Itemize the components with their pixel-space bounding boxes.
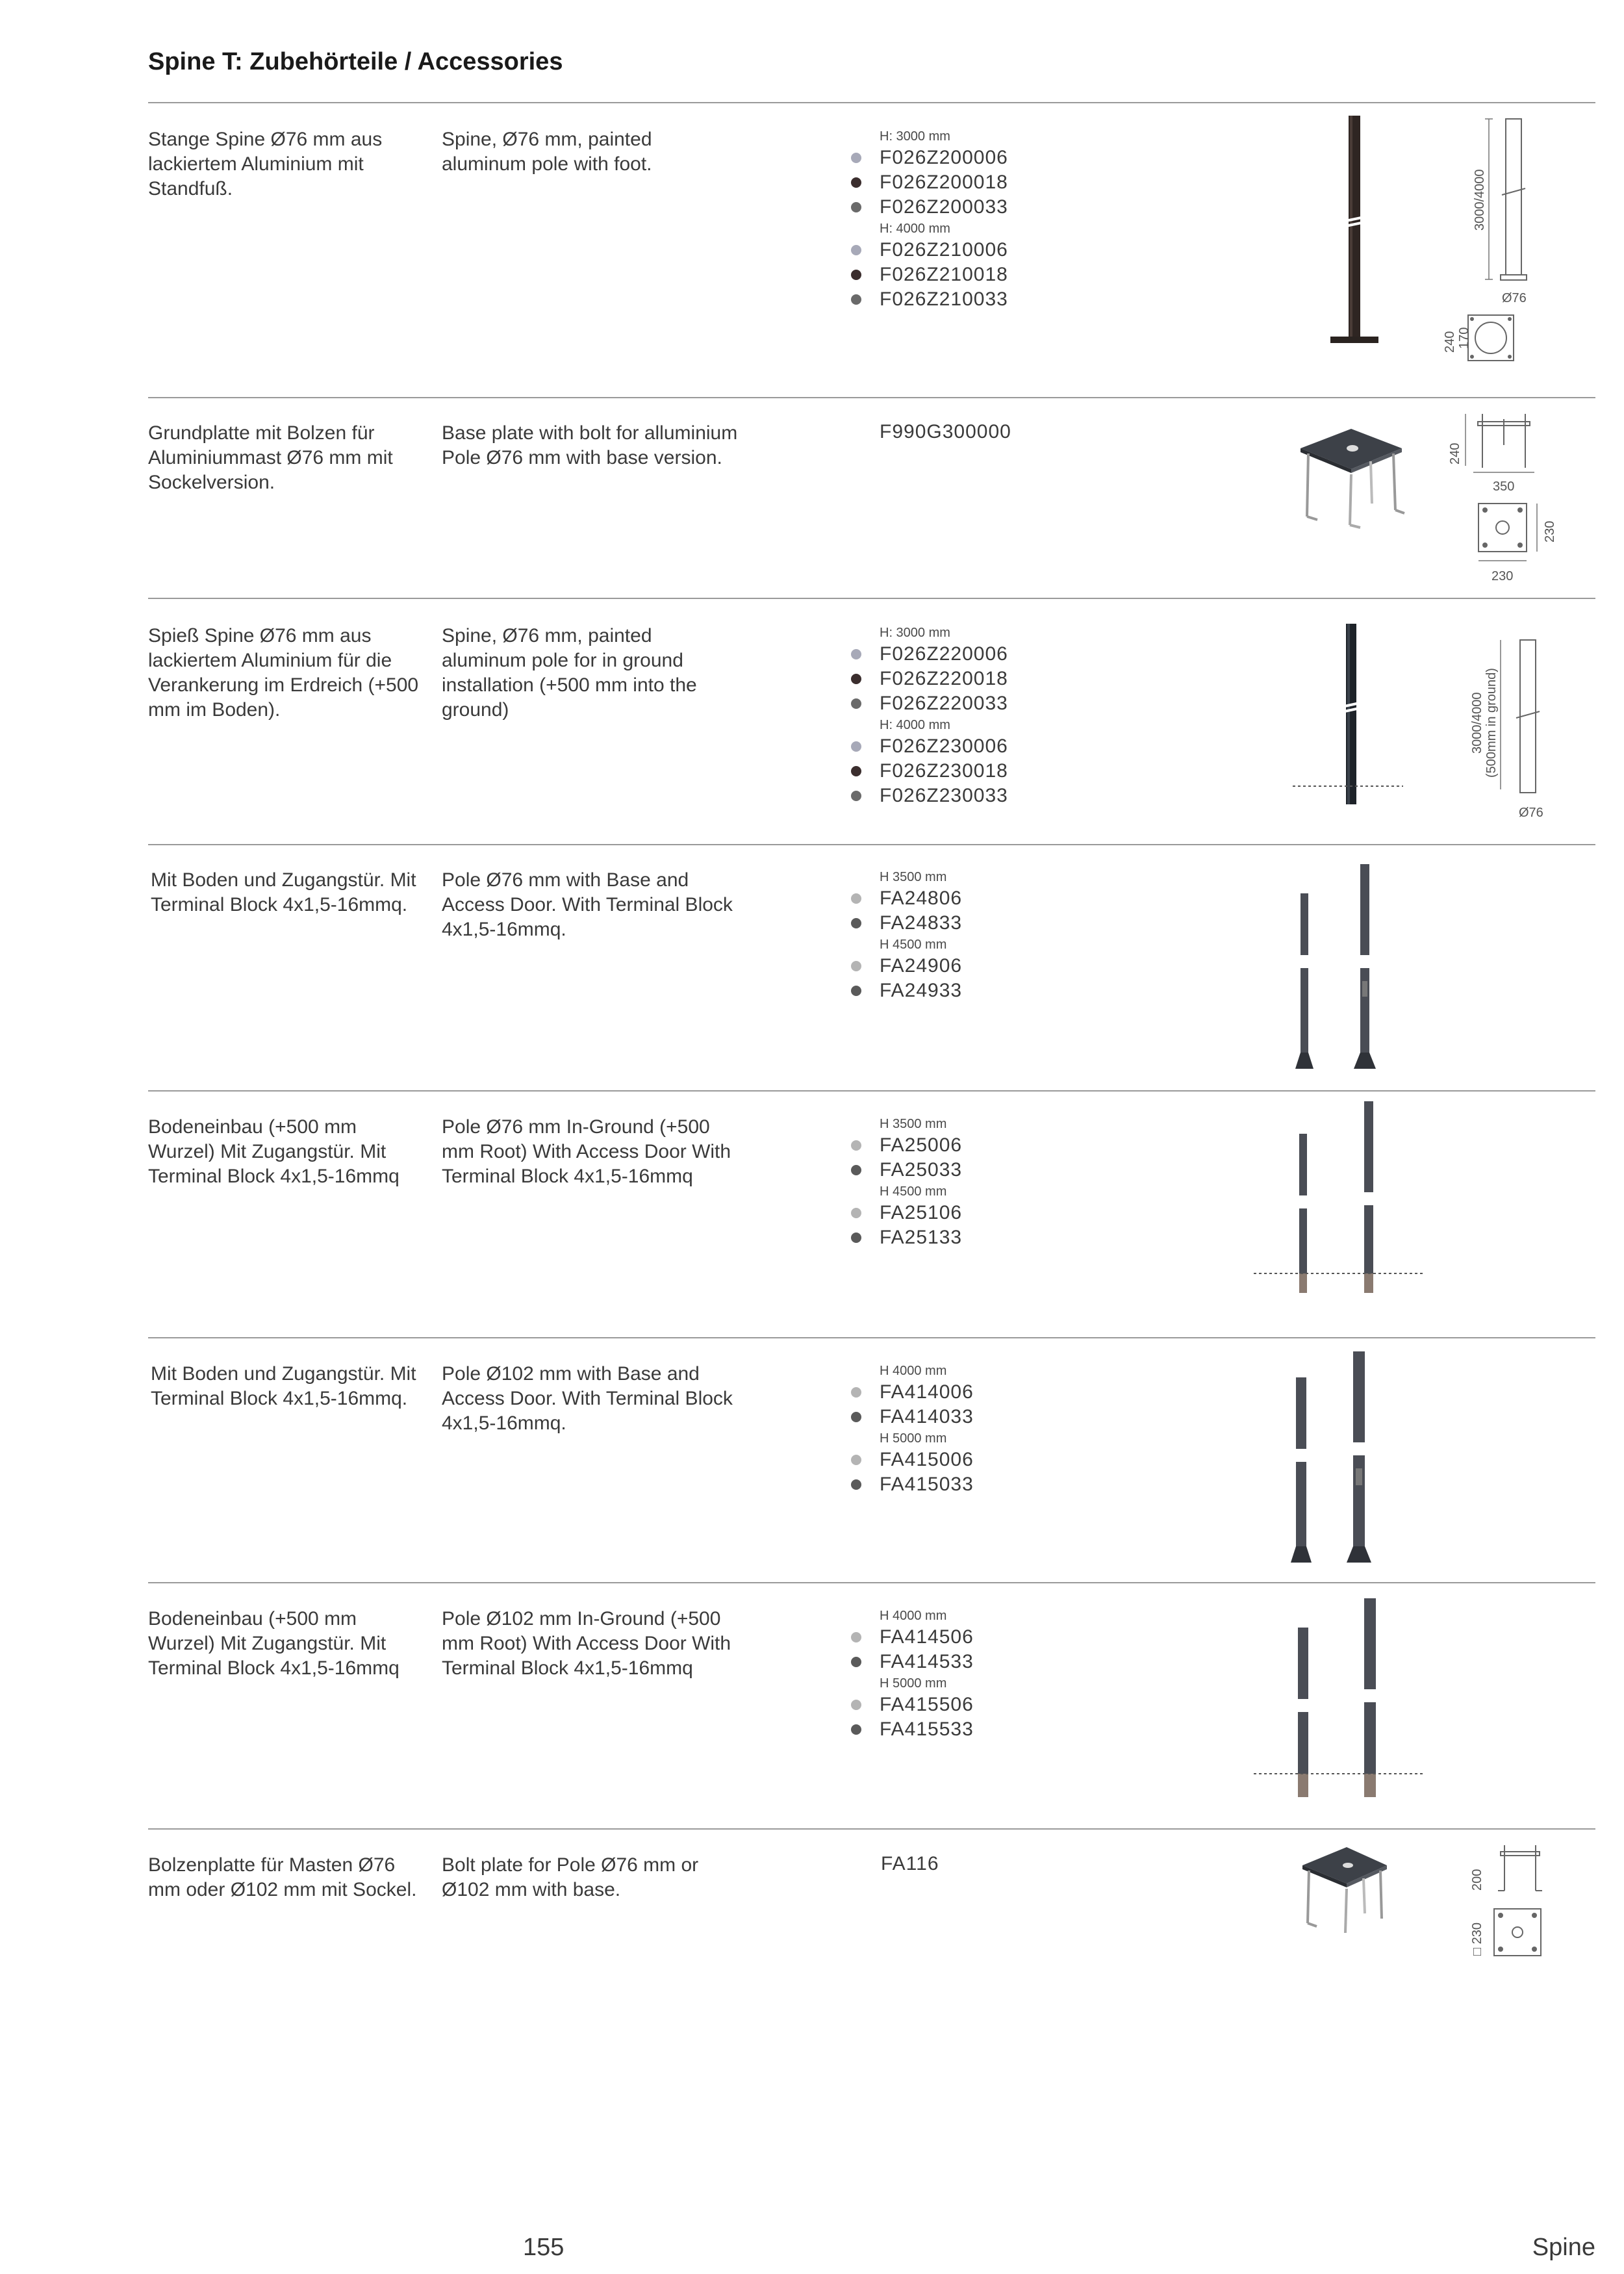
product-code: FA24933 <box>880 980 963 1001</box>
dark-brown-swatch-icon <box>851 177 861 188</box>
in-ground-pole-with-access-door-image <box>1254 1098 1429 1306</box>
product-code: FA24833 <box>880 912 963 934</box>
row-2-description-de: Grundplatte mit Bolzen für Aluminiummast Ø76 mm mit Sockelversion. <box>148 422 393 493</box>
row-2-description-en: Base plate with bolt for alluminium Pole Ø76 mm with base version. <box>442 422 738 468</box>
height-label: H 4000 mm <box>880 1608 947 1623</box>
row-4-description-de: Mit Boden und Zugangstür. Mit Terminal Block 4x1,5-16mmq. <box>151 869 416 915</box>
product-code: F026Z210033 <box>880 288 1008 310</box>
row-6-codes <box>851 1362 1124 1497</box>
height-label: H: 3000 mm <box>880 625 950 640</box>
pole-with-access-door-image <box>1286 861 1397 1075</box>
dim-diameter: Ø76 <box>1502 291 1527 305</box>
section-name: Spine <box>1532 2234 1595 2261</box>
in-ground-pole-image <box>1293 620 1410 809</box>
row-8-description-en: Bolt plate for Pole Ø76 mm or Ø102 mm with base. <box>442 1854 699 1900</box>
product-code: FA415006 <box>880 1449 974 1470</box>
light-grey-swatch-icon <box>851 1140 861 1151</box>
silver-swatch-icon <box>851 153 861 163</box>
dim-bottom: 230 <box>1491 569 1514 583</box>
dark-grey-swatch-icon <box>851 1724 861 1735</box>
product-code: FA415506 <box>880 1694 974 1715</box>
product-code: FA414006 <box>880 1381 974 1403</box>
pole-with-foot-image <box>1319 110 1397 351</box>
height-label: H 3500 mm <box>880 1116 947 1131</box>
dim-height: 3000/4000 <box>1470 692 1484 754</box>
product-code: F026Z230006 <box>880 735 1008 757</box>
row-1-codes <box>851 127 1124 312</box>
height-label: H: 4000 mm <box>880 221 950 236</box>
dim-diameter: Ø76 <box>1519 806 1543 820</box>
dim-height: 3000/4000 <box>1473 169 1487 231</box>
in-ground-pole-dimension-drawing <box>1468 633 1566 828</box>
product-code: FA415533 <box>880 1718 974 1740</box>
row-6-description-de: Mit Boden und Zugangstür. Mit Terminal Block 4x1,5-16mmq. <box>151 1363 416 1409</box>
dim-side: □ 230 <box>1470 1922 1484 1956</box>
product-code: FA414033 <box>880 1406 974 1427</box>
dim-ground: (500mm in ground) <box>1484 668 1499 778</box>
dark-grey-swatch-icon <box>851 1657 861 1667</box>
light-grey-swatch-icon <box>851 893 861 904</box>
grey-swatch-icon <box>851 791 861 801</box>
product-code: F026Z210018 <box>880 264 1008 285</box>
light-grey-swatch-icon <box>851 1455 861 1465</box>
silver-swatch-icon <box>851 245 861 255</box>
dark-brown-swatch-icon <box>851 270 861 280</box>
height-label: H 3500 mm <box>880 869 947 884</box>
separator <box>148 1090 1595 1092</box>
pole-dimension-drawing <box>1442 114 1559 367</box>
row-8-description-de: Bolzenplatte für Masten Ø76 mm oder Ø102 mm mit Sockel. <box>148 1854 417 1900</box>
separator <box>148 1828 1595 1830</box>
separator <box>148 598 1595 599</box>
light-grey-swatch-icon <box>851 1700 861 1710</box>
row-7-codes <box>851 1607 1124 1742</box>
row-3-description-en: Spine, Ø76 mm, painted aluminum pole for in ground installation (+500 mm into the ground) <box>442 625 697 721</box>
product-code: FA25006 <box>880 1134 963 1156</box>
base-plate-image <box>1293 422 1410 533</box>
silver-swatch-icon <box>851 741 861 752</box>
row-4-codes <box>851 868 1124 1003</box>
height-label: H 5000 mm <box>880 1676 947 1691</box>
row-1-description-de: Stange Spine Ø76 mm aus lackiertem Aluminium mit Standfuß. <box>148 129 383 199</box>
row-7-description-en: Pole Ø102 mm In-Ground (+500 mm Root) With Access Door With Terminal Block 4x1,5-16mmq <box>442 1608 731 1679</box>
product-code: FA116 <box>881 1853 939 1874</box>
dim-width: 350 <box>1493 479 1515 494</box>
row-3-codes <box>851 624 1124 808</box>
light-grey-swatch-icon <box>851 1387 861 1398</box>
page-title: Spine T: Zubehörteile / Accessories <box>148 48 563 75</box>
dark-grey-swatch-icon <box>851 1479 861 1490</box>
dark-grey-swatch-icon <box>851 918 861 928</box>
product-code: F026Z200006 <box>880 147 1008 168</box>
page-number: 155 <box>523 2234 565 2261</box>
separator <box>148 844 1595 845</box>
grey-swatch-icon <box>851 294 861 305</box>
light-grey-swatch-icon <box>851 961 861 971</box>
row-5-description-de: Bodeneinbau (+500 mm Wurzel) Mit Zugangstür. Mit Terminal Block 4x1,5-16mmq <box>148 1116 400 1187</box>
dark-brown-swatch-icon <box>851 674 861 684</box>
product-code: F990G300000 <box>880 421 1011 442</box>
product-code: F026Z220006 <box>880 643 1008 665</box>
product-code: FA25033 <box>880 1159 963 1181</box>
dark-grey-swatch-icon <box>851 1165 861 1175</box>
product-code: FA24806 <box>880 888 963 909</box>
base-plate-dimension-drawing <box>1442 406 1559 588</box>
bolt-plate-image <box>1296 1842 1393 1939</box>
product-code: FA24906 <box>880 955 963 977</box>
product-code: F026Z230018 <box>880 760 1008 782</box>
dim-height: 240 <box>1448 442 1462 465</box>
product-code: FA415033 <box>880 1474 974 1495</box>
product-code: F026Z200018 <box>880 172 1008 193</box>
dim-side: 230 <box>1543 520 1557 543</box>
product-code: FA414533 <box>880 1651 974 1672</box>
grey-swatch-icon <box>851 202 861 212</box>
height-label: H 4500 mm <box>880 1184 947 1199</box>
dark-grey-swatch-icon <box>851 1412 861 1422</box>
dark-grey-swatch-icon <box>851 986 861 996</box>
product-code: F026Z220018 <box>880 668 1008 689</box>
grey-swatch-icon <box>851 698 861 709</box>
separator <box>148 1582 1595 1583</box>
dim-height: 200 <box>1470 1869 1484 1891</box>
row-7-description-de: Bodeneinbau (+500 mm Wurzel) Mit Zugangstür. Mit Terminal Block 4x1,5-16mmq <box>148 1608 400 1679</box>
pole-102-with-access-door-image <box>1283 1345 1393 1566</box>
height-label: H 4000 mm <box>880 1363 947 1378</box>
bolt-plate-dimension-drawing <box>1462 1839 1566 1969</box>
dark-grey-swatch-icon <box>851 1233 861 1243</box>
product-code: F026Z220033 <box>880 693 1008 714</box>
product-code: F026Z230033 <box>880 785 1008 806</box>
height-label: H 5000 mm <box>880 1431 947 1446</box>
row-5-codes <box>851 1115 1124 1250</box>
product-code: FA25106 <box>880 1202 963 1223</box>
height-label: H: 4000 mm <box>880 717 950 732</box>
row-5-description-en: Pole Ø76 mm In-Ground (+500 mm Root) With Access Door With Terminal Block 4x1,5-16mmq <box>442 1116 731 1187</box>
separator <box>148 102 1595 103</box>
product-code: FA25133 <box>880 1227 963 1248</box>
product-code: FA414506 <box>880 1626 974 1648</box>
light-grey-swatch-icon <box>851 1208 861 1218</box>
height-label: H: 3000 mm <box>880 129 950 144</box>
silver-swatch-icon <box>851 649 861 659</box>
separator <box>148 1337 1595 1338</box>
light-grey-swatch-icon <box>851 1632 861 1642</box>
dim-base-a: 240 <box>1443 331 1457 353</box>
height-label: H 4500 mm <box>880 937 947 952</box>
row-1-description-en: Spine, Ø76 mm, painted aluminum pole with foot. <box>442 129 652 175</box>
row-4-description-en: Pole Ø76 mm with Base and Access Door. With Terminal Block 4x1,5-16mmq. <box>442 869 733 940</box>
dark-brown-swatch-icon <box>851 766 861 776</box>
separator <box>148 397 1595 398</box>
row-3-description-de: Spieß Spine Ø76 mm aus lackiertem Aluminium für die Verankerung im Erdreich (+500 mm im Boden). <box>148 625 419 721</box>
in-ground-pole-102-with-access-door-image <box>1254 1592 1429 1813</box>
dim-base-b: 170 <box>1457 327 1471 349</box>
product-code: F026Z200033 <box>880 196 1008 218</box>
product-code: F026Z210006 <box>880 239 1008 261</box>
row-6-description-en: Pole Ø102 mm with Base and Access Door. With Terminal Block 4x1,5-16mmq. <box>442 1363 733 1434</box>
